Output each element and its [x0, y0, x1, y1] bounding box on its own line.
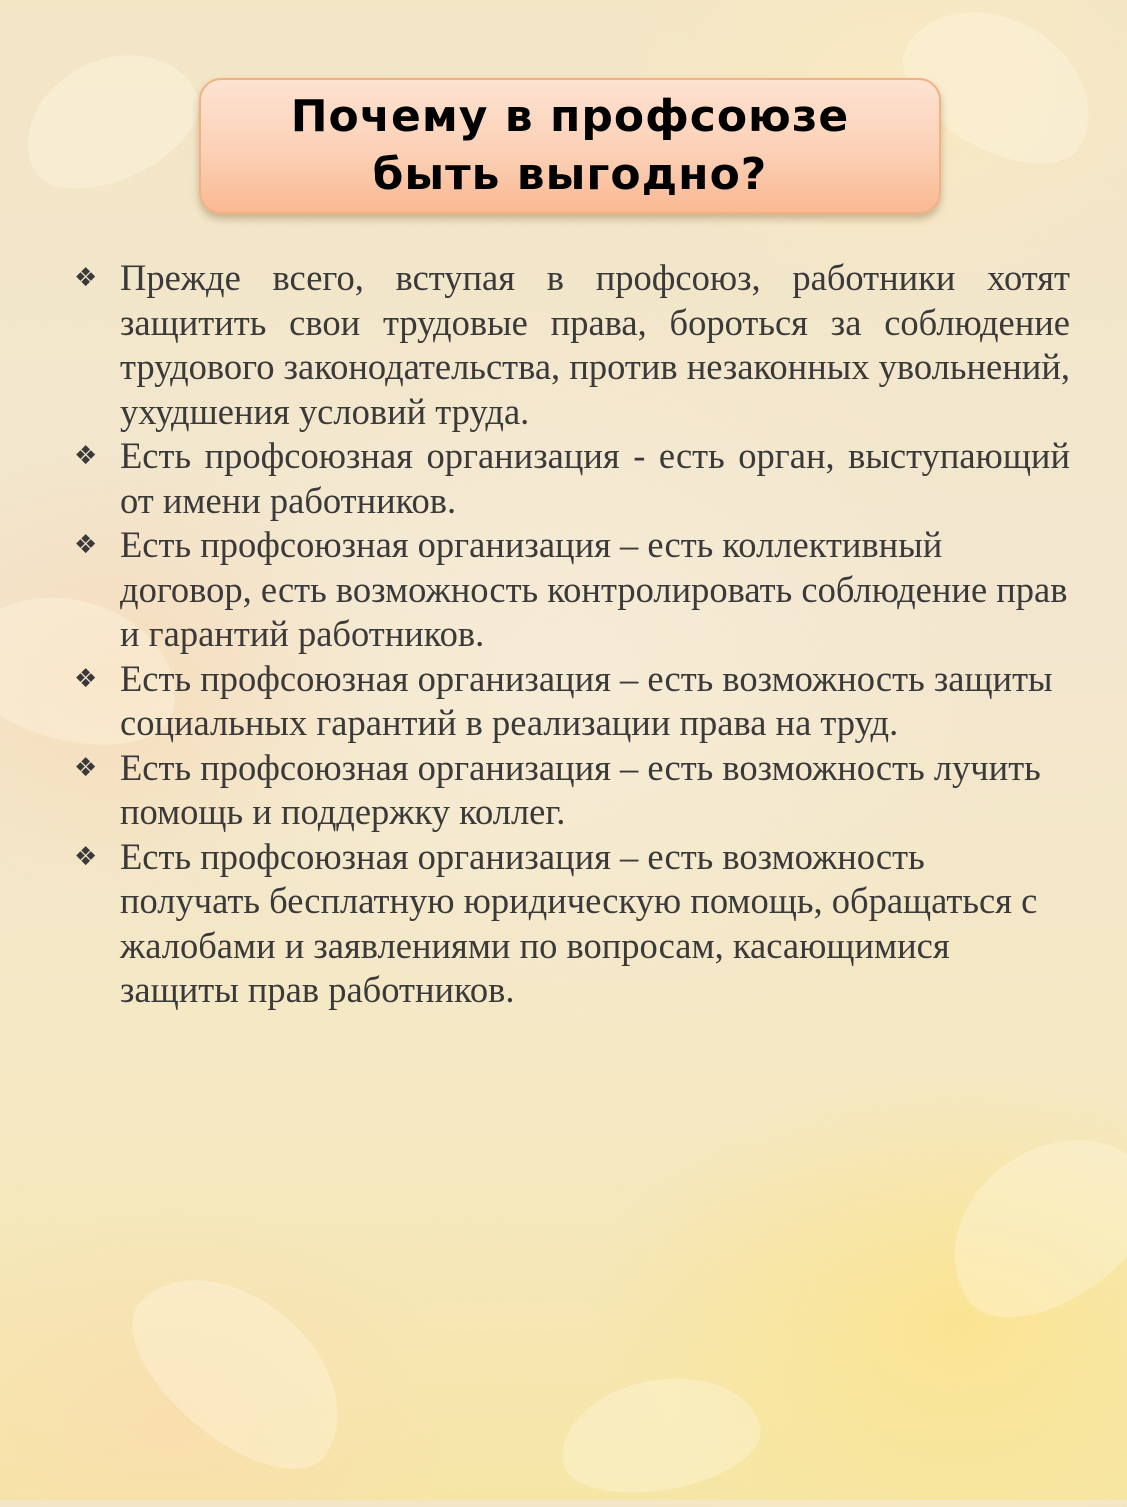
bullet-text: Прежде всего, вступая в профсоюз, работники хотят защитить свои трудовые права, бороться за соблюдение трудового законодательства, против незаконных увольнений, ухудшения условий труда.	[120, 257, 1070, 432]
bullet-item	[74, 835, 1070, 1013]
bullet-text: Есть профсоюзная организация – есть возможность получать бесплатную юридическую помощь, обращаться с жалобами и заявлениями по вопросам, касающимися защиты прав работников.	[120, 835, 1038, 1010]
bullet-item	[74, 523, 1070, 657]
background-petal	[917, 1100, 1127, 1349]
diamond-bullet-icon: ❖	[74, 441, 98, 471]
bullet-item	[74, 434, 1070, 523]
diamond-bullet-icon: ❖	[74, 752, 98, 783]
bullet-text: Есть профсоюзная организация - есть орган, выступающий от имени работников.	[120, 435, 1070, 521]
diamond-bullet-icon: ❖	[74, 263, 98, 293]
bullet-item	[74, 256, 1070, 434]
bullet-item	[74, 746, 1070, 835]
bullet-item	[74, 657, 1070, 746]
background-petal	[552, 1363, 768, 1506]
diamond-bullet-icon: ❖	[74, 530, 98, 560]
background-petal	[103, 1239, 377, 1501]
bullet-text: Есть профсоюзная организация – есть возможность лучить помощь и поддержку коллег.	[120, 746, 1041, 832]
diamond-bullet-icon: ❖	[74, 841, 98, 872]
diamond-bullet-icon: ❖	[74, 663, 98, 694]
bullet-text: Есть профсоюзная организация – есть коллективный договор, есть возможность контролировать соблюдение прав и гарантий работников.	[120, 524, 1068, 654]
slide-title: Почему в профсоюзе быть выгодно?	[290, 91, 850, 200]
bullet-list	[74, 256, 1070, 1013]
title-box	[199, 78, 941, 214]
background-petal	[3, 28, 217, 213]
bullet-text: Есть профсоюзная организация – есть возможность защиты социальных гарантий в реализации права на труд.	[120, 657, 1053, 743]
